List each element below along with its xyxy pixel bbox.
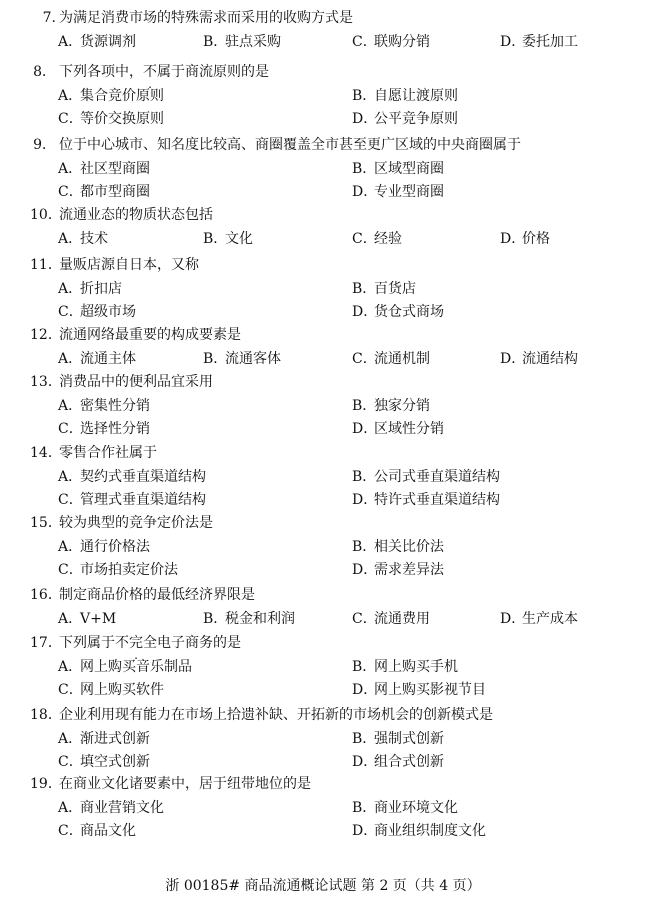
question-number: 7. <box>42 10 56 26</box>
option-letter: D． <box>500 231 526 247</box>
question-stem <box>30 585 255 605</box>
option-letter: D． <box>352 823 378 839</box>
option-text: 市场拍卖定价法 <box>80 562 178 578</box>
option-d <box>500 32 578 52</box>
option-letter: C． <box>58 682 83 698</box>
option-b <box>203 32 281 52</box>
option-text: 相关比价法 <box>374 539 444 555</box>
question-text: 消费品中的便利品宜采用 <box>59 374 213 390</box>
option-text: 填空式创新 <box>80 754 150 770</box>
option-c <box>352 349 430 369</box>
option-d <box>352 490 500 510</box>
option-a <box>58 729 150 749</box>
option-text: 货仓式商场 <box>374 304 444 320</box>
option-letter: B． <box>352 731 377 747</box>
option-letter: B． <box>352 469 377 485</box>
option-text: 税金和利润 <box>225 611 295 627</box>
option-letter: D． <box>500 351 526 367</box>
option-c <box>58 302 136 322</box>
option-letter: C． <box>58 562 83 578</box>
option-text: 需求差异法 <box>374 562 444 578</box>
option-text: 社区型商圈 <box>80 161 150 177</box>
option-text: 超级市场 <box>80 304 136 320</box>
option-d <box>500 349 578 369</box>
question-text-after: 属于商流原则的是 <box>157 64 269 80</box>
option-letter: A． <box>58 539 83 555</box>
question-number: 12． <box>30 327 62 343</box>
option-c <box>58 419 150 439</box>
option-c <box>58 490 206 510</box>
option-c <box>58 821 136 841</box>
question-text: 在商业文化诸要素中，居于纽带地位的是 <box>59 776 311 792</box>
option-letter: D． <box>500 611 526 627</box>
option-letter: C． <box>58 111 83 127</box>
option-text: 商业环境文化 <box>374 800 458 816</box>
option-text: 委托加工 <box>522 34 578 50</box>
option-text: 流通结构 <box>522 351 578 367</box>
option-text: 公平竞争原则 <box>374 111 458 127</box>
option-text: 区域型商圈 <box>374 161 444 177</box>
option-text: 流通费用 <box>374 611 430 627</box>
option-letter: B． <box>352 281 377 297</box>
option-d <box>352 821 486 841</box>
option-letter: A． <box>58 88 83 104</box>
option-b <box>203 349 281 369</box>
option-letter: C． <box>352 611 377 627</box>
option-letter: D． <box>352 184 378 200</box>
question-number: 17． <box>30 635 62 651</box>
option-text: 价格 <box>522 231 550 247</box>
emphasis-mark: 不 <box>143 64 157 80</box>
option-a <box>58 657 192 677</box>
question-text: 制定商品价格的最低经济界限是 <box>59 587 255 603</box>
option-letter: A． <box>58 281 83 297</box>
page-footer: 浙 00185# 商品流通概论试题 第 2 页（共 4 页） <box>165 878 481 894</box>
question-number: 9． <box>33 137 56 153</box>
option-letter: B． <box>203 611 228 627</box>
option-letter: C． <box>58 421 83 437</box>
option-a <box>58 609 116 629</box>
option-b <box>203 609 295 629</box>
option-text: 文化 <box>225 231 253 247</box>
option-d <box>500 229 550 249</box>
question-stem <box>30 135 521 155</box>
question-text-before: 下列属于 <box>59 635 115 651</box>
option-text: 商业营销文化 <box>80 800 164 816</box>
option-text: 组合式创新 <box>374 754 444 770</box>
option-letter: D． <box>352 562 378 578</box>
option-b <box>352 798 458 818</box>
option-letter: C． <box>352 351 377 367</box>
question-stem <box>30 443 157 463</box>
option-text: 集合竞价原则 <box>80 88 164 104</box>
option-text: 密集性分销 <box>80 398 150 414</box>
option-letter: A． <box>58 398 83 414</box>
option-c <box>58 560 178 580</box>
option-text: 自愿让渡原则 <box>374 88 458 104</box>
question-number: 8． <box>33 64 56 80</box>
option-text: 货源调剂 <box>80 34 136 50</box>
option-c <box>58 680 164 700</box>
option-letter: A． <box>58 659 83 675</box>
option-text: 渐进式创新 <box>80 731 150 747</box>
question-text: 流通业态的物质状态包括 <box>59 207 213 223</box>
option-text: 商业组织制度文化 <box>374 823 486 839</box>
option-d <box>352 109 458 129</box>
question-stem <box>30 255 199 275</box>
option-text: 区域性分销 <box>374 421 444 437</box>
option-letter: A． <box>58 351 83 367</box>
option-letter: B． <box>203 34 228 50</box>
option-letter: B． <box>203 351 228 367</box>
option-letter: A． <box>58 161 83 177</box>
option-letter: C． <box>58 754 83 770</box>
question-stem <box>30 8 353 28</box>
option-letter: D． <box>352 754 378 770</box>
option-text: 技术 <box>80 231 108 247</box>
option-text: 折扣店 <box>80 281 122 297</box>
option-letter: D． <box>352 682 378 698</box>
option-text: 生产成本 <box>522 611 578 627</box>
option-text: 商品文化 <box>80 823 136 839</box>
option-letter: B． <box>352 659 377 675</box>
question-number: 18． <box>30 707 62 723</box>
option-text: 选择性分销 <box>80 421 150 437</box>
option-b <box>352 467 500 487</box>
option-text: 网上购买软件 <box>80 682 164 698</box>
question-stem <box>30 705 493 725</box>
question-number: 16． <box>30 587 62 603</box>
option-d <box>352 680 486 700</box>
option-text: 专业型商圈 <box>374 184 444 200</box>
option-a <box>58 798 164 818</box>
option-text: 都市型商圈 <box>80 184 150 200</box>
option-text: 管理式垂直渠道结构 <box>80 492 206 508</box>
option-b <box>352 657 458 677</box>
option-letter: B． <box>352 88 377 104</box>
option-d <box>352 752 444 772</box>
option-c <box>352 229 402 249</box>
option-letter: A． <box>58 469 83 485</box>
option-letter: A． <box>58 231 83 247</box>
option-c <box>352 32 430 52</box>
option-text: 经验 <box>374 231 402 247</box>
option-letter: B． <box>203 231 228 247</box>
option-text: 网上购买影视节目 <box>374 682 486 698</box>
question-text-after: 电子商务的是 <box>157 635 241 651</box>
option-b <box>352 729 444 749</box>
option-letter: A． <box>58 34 83 50</box>
option-c <box>58 109 164 129</box>
option-c <box>58 752 150 772</box>
question-number: 10． <box>30 207 62 223</box>
option-text: 通行价格法 <box>80 539 150 555</box>
option-d <box>352 182 444 202</box>
option-a <box>58 159 150 179</box>
question-text: 位于中心城市、知名度比较高、商圈覆盖全市甚至更广区域的中央商圈属于 <box>59 137 521 153</box>
question-stem <box>30 62 269 82</box>
option-c <box>352 609 430 629</box>
option-letter: B． <box>352 800 377 816</box>
option-d <box>352 302 444 322</box>
option-text: V+M <box>80 611 117 627</box>
option-letter: D． <box>352 421 378 437</box>
question-text-before: 下列各项中， <box>59 64 143 80</box>
question-number: 15． <box>30 515 62 531</box>
option-b <box>352 159 444 179</box>
question-text: 企业利用现有能力在市场上拾遗补缺、开拓新的市场机会的创新模式是 <box>59 707 493 723</box>
option-d <box>352 560 444 580</box>
option-a <box>58 349 136 369</box>
option-letter: A． <box>58 731 83 747</box>
question-number: 19． <box>30 776 62 792</box>
option-text: 独家分销 <box>374 398 430 414</box>
option-text: 流通机制 <box>374 351 430 367</box>
option-a <box>58 279 122 299</box>
option-text: 百货店 <box>374 281 416 297</box>
option-text: 驻点采购 <box>225 34 281 50</box>
option-a <box>58 32 136 52</box>
option-text: 契约式垂直渠道结构 <box>80 469 206 485</box>
question-text: 较为典型的竞争定价法是 <box>59 515 213 531</box>
option-letter: D． <box>500 34 526 50</box>
option-text: 网上购买手机 <box>374 659 458 675</box>
option-d <box>500 609 578 629</box>
option-a <box>58 86 164 106</box>
option-letter: C． <box>352 34 377 50</box>
option-text: 流通客体 <box>225 351 281 367</box>
question-number: 13． <box>30 374 62 390</box>
option-letter: B． <box>352 398 377 414</box>
option-letter: A． <box>58 800 83 816</box>
option-letter: B． <box>352 161 377 177</box>
option-b <box>352 537 444 557</box>
question-stem <box>30 205 213 225</box>
option-b <box>352 396 430 416</box>
option-text: 流通主体 <box>80 351 136 367</box>
option-letter: C． <box>58 492 83 508</box>
emphasis-mark: 不完全 <box>115 635 157 651</box>
option-a <box>58 467 206 487</box>
question-text: 为满足消费市场的特殊需求而采用的收购方式是 <box>59 10 353 26</box>
option-letter: C． <box>58 184 83 200</box>
option-letter: A． <box>58 611 83 627</box>
option-b <box>352 279 416 299</box>
question-stem <box>30 372 213 392</box>
question-stem <box>30 774 311 794</box>
option-a <box>58 229 108 249</box>
question-text: 零售合作社属于 <box>59 445 157 461</box>
question-text: 量贩店源自日本，又称 <box>59 257 199 273</box>
option-text: 特许式垂直渠道结构 <box>374 492 500 508</box>
option-letter: B． <box>352 539 377 555</box>
question-stem <box>30 633 241 653</box>
option-letter: C． <box>352 231 377 247</box>
option-letter: D． <box>352 304 378 320</box>
option-text: 等价交换原则 <box>80 111 164 127</box>
option-text: 强制式创新 <box>374 731 444 747</box>
option-letter: C． <box>58 304 83 320</box>
question-number: 14． <box>30 445 62 461</box>
option-text: 公司式垂直渠道结构 <box>374 469 500 485</box>
option-a <box>58 537 150 557</box>
question-stem <box>30 325 241 345</box>
option-letter: D． <box>352 492 378 508</box>
option-text: 联购分销 <box>374 34 430 50</box>
question-text: 流通网络最重要的构成要素是 <box>59 327 241 343</box>
option-d <box>352 419 444 439</box>
question-number: 11． <box>30 257 62 273</box>
option-text: 网上购买音乐制品 <box>80 659 192 675</box>
option-c <box>58 182 150 202</box>
option-b <box>352 86 458 106</box>
question-stem <box>30 513 213 533</box>
option-letter: C． <box>58 823 83 839</box>
option-a <box>58 396 150 416</box>
option-b <box>203 229 253 249</box>
option-letter: D． <box>352 111 378 127</box>
